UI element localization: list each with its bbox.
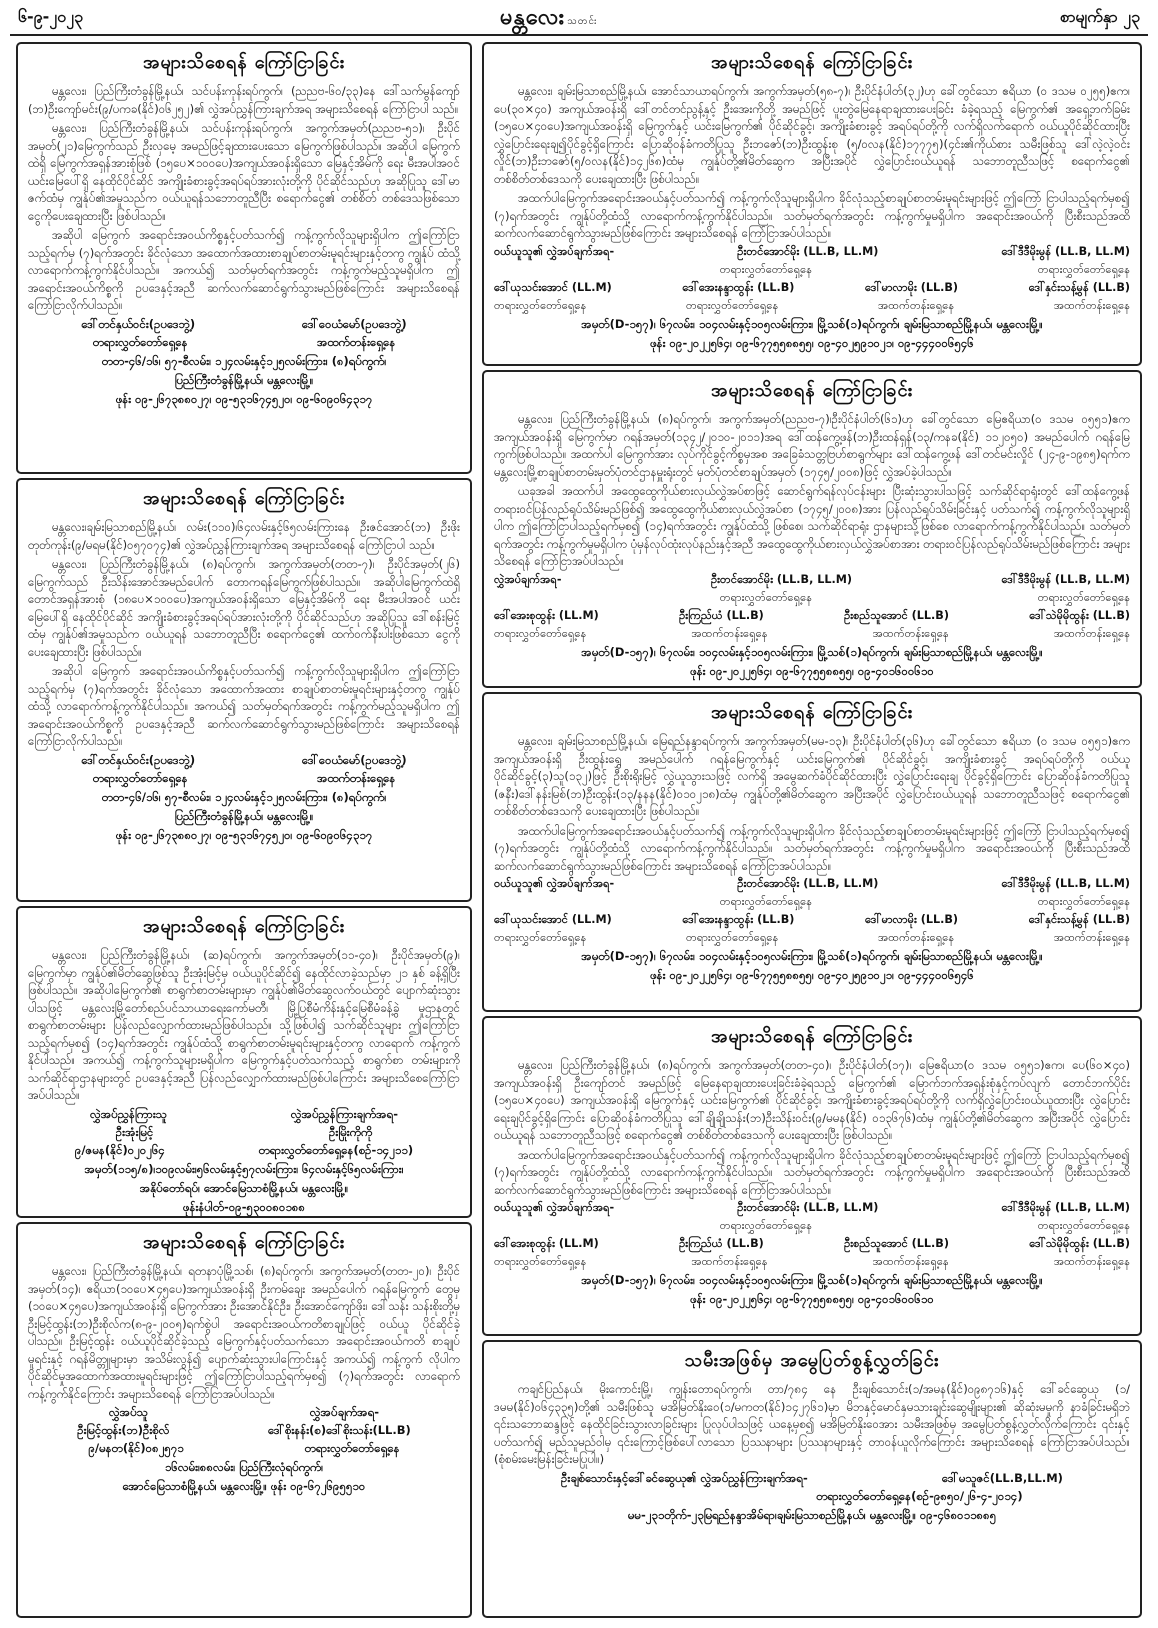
lawyer-row [494,913,1130,929]
signature-text: ဦးအုံးမြင့် [115,1124,154,1139]
notice-paragraph: မန္တလေး၊ ပြည်ကြီးတံခွန်မြို့နယ်၊ (၈)ရပ်ကွက်၊ အကွက်အမှတ်(ညညဗ-၇)၊ဦးပိုင်နံပါတ်(၆၁)ဟု ခေါ်တွင်သော မြေဧရိယာ(၀ ဒသမ ၀၅၅၁)ဧက အကျယ်အဝန်းရှိ မြေကွက်မှာ ဂရန်အမှတ်(၁၃၄၂/၂၀၁၀-၂၀၁၁)အရ ဒေါ်ထန်ကွေ့ဖန်(ဘ)ဦးထန်ရှန်(၁၃/ကနခ(နိုင်) ၁၁၂၀၅၀) အမည်ပေါက် ဂရန်မြေကွက်ဖြစ်ပါသည်။ အထက်ပါ မြေကွက်အား လုပ်ကိုင်ခွင့်ကိစ္စမှအစ အခြေခံသတ္တဗြဟ်စာရွက်များ ဒေါ်ထန်ကွေ့ဖန် ဒေါ်တင်မင်းလှိုင် (၂၄-၉-၁၉၈၅)ရက်က မန္တလေးမြို့စာချုပ်စာတမ်းမှတ်ပုံတင်ဌာနမှူးရုံးတွင် မှတ်ပုံတင်စာချုပ်အမှတ် (၁၇၄၅/၂၀၀၈)ဖြင့် လွှဲအပ်ခဲ့ပါသည်။ [494,412,1130,479]
notice-phone: ဖုန်းနံပါတ်-၀၉-၅၃၀၀၈၀၁၈၈ [182,1199,306,1214]
notice-title: အများသိစေရန် ကြော်ငြာခြင်း [142,52,346,73]
lawyer-title: အထက်တန်းရှေ့နေ [872,1255,949,1268]
lawyer-name: ဝယ်ယူသူ၏ လွှဲအပ်ချက်အရ- [494,1201,615,1214]
lawyer-title: တရားလွှတ်တော်ရှေ့နေ [494,931,587,944]
lawyer-name: ဒေါ်အေးနန္ဒာထွန်း (LL.B) [682,913,795,926]
notice-address: ပြည်ကြီးတံခွန်မြို့နယ်၊ မန္တလေးမြို့။ [174,372,314,387]
notice-paragraph: မန္တလေး၊ ပြည်ကြီးတံခွန်မြို့နယ်၊ သင်ပန်းကုန်းရပ်ကွက်၊ (ညညဗ-၆၀/၃၃)နေ ဒေါ်သက်မွန်ကျော် (ဘ)ဦးကျော်မင်း(၉/ပကခ(နိုင်)၀၆၂၅၂)၏ လွှဲအပ်ညွှန်ကြားချက်အရ အများသိစေရန် ကြော်ငြာပါ သည်။ [28,84,460,116]
notice-phone: ဖုန်း ၀၉-၂၀၂၂၅၆၄၊ ၀၉-၆၇၇၅၅၈၈၅၅၊ ၀၉-၄၀၁၆၀၀၆၁၀ [690,663,934,678]
signature-row [28,1423,460,1440]
signature-row [28,1125,460,1142]
lawyer-title: တရားလွှတ်တော်ရှေ့နေ [686,298,779,312]
signature-text: လွှဲအပ်ညွှန်ကြားသူ [89,1106,167,1121]
notice-paragraph: မန္တလေး၊ ပြည်ကြီးတံခွန်မြို့နယ်၊ (၈)ရပ်ကွက်၊ အကွက်အမှတ်(တတ-၄၀)၊ ဦးပိုင်နံပါတ်(၁၇)၊ မြေဧရိယာ(၀ ဒသမ ၀၅၅၁)ဧက၊ ပေ(၆၀×၄၀) အကျယ်အဝန်းရှိ ဦးကျော်တင် အမည်ဖြင့် မြေနေရာချထားပေးခြင်းခံခဲ့ရသည့် မြေကွက်၏ မြောက်ဘက်အရှန်းစုံနှင့်ကပ်လျက် တောင်ဘက်ပိုင်း (၁၅ပေ×၄၀ပေ) အကျယ်အဝန်းရှိ မြေကွက်နှင့် ယင်းမြေကွက်၏ ပိုင်ဆိုင်ခွင့်၊ အကျိုးခံစားခွင့်အရပ်ရပ်တို့ကို လက်ရှိလွှဲပြောင်းဝယ်ယူထားပြီး လွှဲပြောင်းရေးချပိုင်ခွင့်ရှိကြောင်း ပြောဆိုဝန်ခံကတိပြုသူ ဒေါ်ချိုချိုသန်း(ဘ)ဦးသိန်းဝင်း(၉/မမန(နိုင်) ၀၁၃၆၇၆)ထံမှ ကျွန်ုပ်တို့၏မိတ်ဆွေက အပြီးအပိုင် လွှဲပြောင်းဝယ်ယူရန် သဘောတူညီသဖြင့် စရောက်ငွေ၏ တစ်စိတ်တစ်ဒေသကို ပေးချေထားပြီး ဖြစ်ပါသည်။ [494,1058,1130,1142]
lawyer-row [494,1219,1130,1235]
lawyer-name: ဒေါ်ဒီဒီမိုးမွန် (LL.B, LL.M) [1001,1201,1130,1214]
lawyer-row [494,263,1130,279]
notice-address: အမှတ်(၁၁၅/၈)၊၁၀၉လမ်း၊၅၆လမ်းနှင့်၅၇လမ်းကြား၊ ၆၄လမ်းနှင့်၆၅လမ်းကြား၊ [84,1161,404,1176]
lawyer-title: အထက်တန်းရှေ့နေ [878,298,955,312]
lawyer-row [494,895,1130,911]
lawyer-name: ဒေါ်သဲမိုမိုထွန်း (LL.B) [1029,1237,1130,1250]
issue-date: ၆-၉-၂၀၂၃ [18,7,83,26]
signature-text: တရားလွှတ်တော်ရှေ့နေ [92,334,188,349]
lawyer-title: အထက်တန်းရှေ့နေ [872,626,949,640]
logo-subtext: သတင်း [567,16,598,27]
notice-paragraph: ယခုအခါ အထက်ပါ အထွေထွေကိုယ်စားလှယ်လွှဲအပ်စာဖြင့် ဆောင်ရွက်ရန်လုပ်ငန်းများ ပြီးဆုံးသွားပါသဖြင့် သက်ဆိုင်ရာရုံးတွင် ဒေါ်ထန်ကွေ့ဖန် တရားဝင်ပြန်လည်ရုပ်သိမ်းမည်ဖြစ်၍ အထွေထွေကိုယ်စားလှယ်လွှဲအပ်စာ (၁၇၄၅/၂၀၀၈)အား ပြန်လည်ရုပ်သိမ်းခြင်းနှင့် ပတ်သက်၍ ကန့်ကွက်လိုသူများရှိပါက ဤကြော်ငြာပါသည့်ရက်မှစ၍ (၁၄)ရက်အတွင်း ကျွန်ုပ်ထံသို့ ဖြစ်စေ၊ သက်ဆိုင်ရာရုံး ဌာနများသို့ဖြစ်စေ လာရောက်ကန့်ကွက်နိုင်ပါသည်။ သတ်မှတ်ရက်အတွင်း ကန့်ကွက်မှုမရှိပါက ပုံမှန်လုပ်ထုံးလုပ်နည်းနှင့်အညီ အထွေထွေကိုယ်စားလှယ်လွှဲအပ်စာအား တရားဝင်ပြန်လည်ရုပ်သိမ်းမည်ဖြစ်ကြောင်း အများသိစေရန် ကြော်ငြာအပ်ပါသည်။ [494,484,1130,568]
lawyer-row [494,1201,1130,1217]
lawyer-name: လွှဲအပ်ချက်အရ- [494,572,562,586]
lawyer-name: ဒေါ်ဒီဒီမိုးမွန် (LL.B, LL.M) [1001,244,1130,258]
signature-row [28,317,460,334]
notice-address: အမှတ်(D-၁၅၇)၊ ၆၇လမ်း၊ ၁၀၄လမ်းနှင့်၁၀၅လမ်းကြား၊ မြို့သစ်(၁)ရပ်ကွက်၊ ချမ်းမြသာစည်မြို့နယ်၊ မန္တလေးမြို့။ [581,949,1043,963]
lawyer-name: ဒေါ်ဒီဒီမိုးမွန် (LL.B, LL.M) [1001,572,1130,586]
newspaper-logo [500,2,598,35]
signature-row [494,1489,1130,1506]
notice-box [482,692,1142,1012]
signature-text: လွှဲအပ်ညွှန်ကြားချက်အရ- [290,1106,399,1121]
lawyer-name: ဦးတင်အောင်မိုး (LL.B, LL.M) [737,877,879,890]
notice-paragraph: မန္တလေး၊ ပြည်ကြီးတံခွန်မြို့နယ်၊ (၈)ရပ်ကွက်၊ အကွက်အမှတ်(တတ-၇)၊ ဦးပိုင်အမှတ်(၂၆) မြေကွက်သည် ဦးသိန်းအောင်အမည်ပေါက် တောကရန်မြေကွက်ဖြစ်ပါသည်။ အဆိုပါမြေကွက်ထဲရှိ တောင်အရှန်အားစုံ (၁၈ပေ×၁၀၀ပေ)အကျယ်အဝန်းရှိသော မြေနှင့်အိမ်ကို ရေး မီးအပါအဝင် ယင်းမြေပေါ်ရှိ နေထိုင်ပိုင်ဆိုင် အကျိုးခံစားခွင့်အရပ်ရပ်အားလုံးတို့ကို ပိုင်ဆိုင်သည်ဟု အဆိုပြုသူ ဒေါ်စန်းမြင့်ထံမှ ကျွန်ုပ်၏အမှုသည်က ဝယ်ယူရန် သဘောတူညီပြီး စရောက်ငွေ၏ ထက်ဝက်နီးပါးဖြစ်သော ငွေကို ပေးချေထားပြီး ဖြစ်ပါသည်။ [28,557,460,659]
signature-text: လွှဲအပ်သူ [108,1405,148,1419]
notice-title: အများသိစေရန် ကြော်ငြာခြင်း [142,488,346,509]
notice-box [482,42,1142,366]
notice-paragraph: မန္တလေး၊ချမ်းမြသာစည်မြို့နယ်၊ လမ်း(၁၁၀)၊၆၄လမ်းနှင့်၆၅လမ်းကြားနေ ဦးဇင်အောင်(ဘ) ဦးဖိုးတုတ်ကုန်း(၉/မရမ(နိုင်)၀၅၇၀၇၄)၏ လွှဲအပ်ညွှန်ကြားချက်အရ အများသိစေရန် ကြော်ငြာပါ သည်။ [28,520,460,552]
notice-paragraph: မန္တလေး၊ ချမ်းမြသာစည်မြို့နယ်၊ အောင်သာယာရပ်ကွက်၊ အကွက်အမှတ်(၅၈-၇)၊ ဦးပိုင်နံပါတ်(၃၂)ဟု ခေါ်တွင်သော ဧရိယာ (၀ ဒသမ ၀၂၅၅)ဧက၊ ပေ(၃၀×၄၀) အကျယ်အဝန်းရှိ ဒေါ်တင်တင်ညွန့်နှင့် ဦးအေးကိုတို့ အမည်ဖြင့် ပူးတွဲမြေနေရာချထားပေးခြင်း ခံခဲ့ရသည့် မြေကွက်၏ အရှေ့ဘက်ခြမ်း (၁၅ပေ×၄၀ပေ)အကျယ်အဝန်းရှိ မြေကွက်နှင့် ယင်းမြေကွက်၏ ပိုင်ဆိုင်ခွင့်၊ အကျိုးခံစားခွင့် အရပ်ရပ်တို့ကို လက်ရှိလက်ရောက် ဝယ်ယူပိုင်ဆိုင်ထားပြီး လွှဲပြောင်းရေးချ၍ပိုင်ခွင့်ရှိကြောင်း ပြောဆိုဝန်ခံကတိပြုသူ ဦးဘဇော်(ဘ)ဦးထွန်းစု (၅/ဝလန(နိုင်)၁၇၇၇၅)(၄င်း၏ကိုယ်စား သမီးဖြစ်သူ ဒေါ်လဲ့လဲ့ဝင်းလှိုင်(ဘ)ဦးဘဇော်(၅/ဝလန(နိုင်)၁၄၂၆၈)ထံမှ ကျွန်ုပ်တို့၏မိတ်ဆွေက အပြီးအပိုင် လွှဲပြောင်းဝယ်ယူရန် သဘောတူညီသဖြင့် စရောက်ငွေ၏ တစ်စိတ်တစ်ဒေသကို ပေးချေထားပြီး ဖြစ်ပါသည်။ [494,84,1130,186]
lawyer-title: တရားလွှတ်တော်ရှေ့နေ [1037,895,1130,908]
notice-paragraph: အထက်ပါမြေကွက်အရောင်းအဝယ်နှင့်ပတ်သက်၍ ကန့်ကွက်လိုသူများရှိပါက ခိုင်လုံသည့်စာချုပ်စာတမ်းမူရင်းများဖြင့် ဤကြော် ငြာပါသည့်ရက်မှစ၍ (၇)ရက်အတွင်း ကျွန်ုပ်တို့ထံသို့ လာရောက်ကန့်ကွက်နိုင်ပါသည်။ သတ်မှတ်ရက်အတွင်း ကန့်ကွက်မှုမရှိပါက အရောင်းအဝယ်ကို ပြီးစီးသည်အထိ ဆက်လက်ဆောင်ရွက်သွားမည်ဖြစ်ကြောင်း အများသိစေရန် ကြော်ငြာအပ်ပါသည်။ [494,823,1130,873]
lawyer-title: တရားလွှတ်တော်ရှေ့နေ [719,895,812,908]
signature-row [28,1441,460,1458]
lawyer-name: ဒေါ်နှင်းသန့်မွန် (LL.B) [1028,280,1130,294]
signature-row [28,1405,460,1422]
notice-box [482,1340,1142,1618]
lawyer-title: တရားလွှတ်တော်ရှေ့နေ [494,1255,587,1268]
lawyer-name: ဦးကြည်ယံ (LL.B) [679,608,764,622]
lawyer-title: တရားလွှတ်တော်ရှေ့နေ [686,931,779,944]
lawyer-title: တရားလွှတ်တော်ရှေ့နေ [494,298,587,312]
header-rule [10,34,1148,36]
lawyer-name: ဒေါ်အေးစုထွန်း (LL.M) [494,608,599,622]
lawyer-list [494,245,1130,315]
lawyer-title: အထက်တန်းရှေ့နေ [1053,1255,1130,1268]
lawyer-name: ဦးတင်အောင်မိုး (LL.B, LL.M) [737,1201,879,1214]
signature-text: ၉/ဇမန(နိုင်)၀၂၀၂၆၄ [74,1142,165,1157]
notice-title: အများသိစေရန် ကြော်ငြာခြင်း [142,916,346,937]
signature-text: တရားလွှတ်တော်ရှေ့နေ [92,770,188,785]
lawyer-list [494,573,1130,643]
signature-row [28,753,460,770]
notice-title: အများသိစေရန် ကြော်ငြာခြင်း [710,1026,914,1047]
notice-box [16,1222,472,1618]
lawyer-row [494,609,1130,625]
lawyer-name: ဦးစည်သူအောင် (LL.B) [844,608,949,622]
signature-text: ဒေါ်ဝေယံမော်(ဥပဒေဘွဲ့) [301,316,407,331]
lawyer-list [494,877,1130,947]
notice-address: အမှတ်(D-၁၅၇)၊ ၆၇လမ်း၊ ၁၀၄လမ်းနှင့်၁၀၅လမ်းကြား၊ မြို့သစ်(၁)ရပ်ကွက်၊ ချမ်းမြသာစည်မြို့နယ်၊ မန္တလေးမြို့။ [581,644,1043,659]
lawyer-title: အထက်တန်းရှေ့နေ [1053,298,1130,312]
signature-text: ဦးမြိုးကိုကို [328,1124,373,1139]
lawyer-title: အထက်တန်းရှေ့နေ [691,1255,768,1268]
lawyer-title: တရားလွှတ်တော်ရှေ့နေ [494,626,587,640]
logo-text: မန္တလေး [500,5,566,30]
notice-paragraph: မန္တလေး၊ ပြည်ကြီးတံခွန်မြို့နယ်၊ သင်ပန်းကုန်းရပ်ကွက်၊ အကွက်အမှတ်(ညညဗ-၅၁)၊ ဦးပိုင် အမှတ်(၂၁)မြေကွက်သည် ဦးလှမေ့ အမည်ဖြင့်ချထားပေးသော မြေကွက်ဖြစ်ပါသည်။ အဆိုပါ မြေကွက်ထဲရှိ မြေကွက်အရှန်အားစုံဖြစ် (၁၅ပေ×၁၀၀ပေ)အကျယ်အဝန်းရှိသော မြေနှင့်အိမ်ကို ရေး မီးအပါအဝင် ယင်းမြေပေါ်ရှိ နေထိုင်ပိုင်ဆိုင် အကျိုးခံစားခွင့်အရပ်ရပ်အားလုံးတို့ကို ပိုင်ဆိုင်သည်ဟု အဆိုပြုသူ ဒေါ်မာဇက်ထံမှ ကျွန်ုပ်၏အမှုသည်က ဝယ်ယူရန်သဘောတူညီပြီး စရောက်ငွေ၏ တစ်စိတ် တစ်ဒေသဖြစ်သော ငွေကိုပေးချေထားပြီး ဖြစ်ပါသည်။ [28,121,460,223]
signature-text: ဦးချစ်သောင်းနှင့်ဒေါ်ခင်ဆွေယု၏ လွှဲအပ်ညွှန်ကြားချက်အရ- [561,1470,808,1485]
lawyer-title: တရားလွှတ်တော်ရှေ့နေ [719,590,812,604]
page-number: စာမျက်နှာ ၂၃ [1059,7,1140,26]
lawyer-name: ဦးတင်အောင်မိုး (LL.B, LL.M) [710,572,852,586]
lawyer-row [494,299,1130,315]
lawyer-row [494,245,1130,261]
signature-text: လွှဲအပ်ချက်အရ- [309,1405,380,1419]
notice-address: အမှတ်(D-၁၅၇)၊ ၆၇လမ်း၊ ၁၀၄လမ်းနှင့်၁၀၅လမ်းကြား၊ မြို့သစ်(၁)ရပ်ကွက်၊ ချမ်းမြသာစည်မြို့နယ်၊ မန္တလေးမြို့။ [581,316,1043,331]
notice-address: တတ-၄၆/၁၆၊ ၅၇-စီလမ်း၊ ၁၂၄လမ်းနှင့်၁၂၅လမ်းကြား၊ (၈)ရပ်ကွက်၊ [101,353,387,368]
notice-phone: ဖုန်း ၀၉-၂၆၇၃၈၈၀၂၇၊ ၀၉-၅၃၁၆၇၄၅၂၀၊ ၀၉-၆၀၉၀၆၄၃၁၇ [115,391,373,406]
lawyer-name: ဦးတင်အောင်မိုး (LL.B, LL.M) [737,244,879,258]
lawyer-title: တရားလွှတ်တော်ရှေ့နေ [1037,262,1130,276]
notice-paragraph: မန္တလေး၊ ပြည်ကြီးတံခွန်မြို့နယ်၊ ရတနာပုံမြို့သစ်၊ (၈)ရပ်ကွက်၊ အကွက်အမှတ်(တတ-၂၀)၊ ဦးပိုင်အမှတ်(၁၄)၊ ဧရိယာ(၁၀ပေ×၄၅ပေ)အကျယ်အဝန်းရှိ ဦးကမ်ချေး အမည်ပေါက် ဂရန်မြေကွက် တွေမှ (၁၀ပေ×၄၅ပေ)အကျယ်အဝန်းရှိ မြေကွက်အား ဦးအောင်နိုင်ဦး၊ ဦးအောင်ကျော်ဖိုး၊ ဒေါ်သန်း သန်းစိုးတို့မှ ဦးမြင့်ထွန်း(ဘ)ဦးစိုလ်က(၈-၉-၂၀၀၅)ရက်စွဲပါ အရောင်းအဝယ်ကတိစာချုပ်ဖြင့် ဝယ်ယူ ပိုင်ဆိုင်ခဲ့ပါသည်။ ဦးမြင့်ထွန်း ဝယ်ယူပိုင်ဆိုင်ခဲ့သည့် မြေကွက်နှင့်ပတ်သက်သော အရောင်းအဝယ်ကတိ စာချုပ်မူရင်းနှင့် ဂရန်မိတ္တူများမှာ အသိမ်းလွန်၍ ပျောက်ဆုံးသွားပါကြောင်းနှင့် အကယ်၍ ကန့်ကွက် လိုပါက ပိုင်ဆိုင်မှုအထောက်အထားမူရင်းများဖြင့် ဤကြော်ငြာပါသည့်ရက်မှစ၍ (၇)ရက်အတွင်း လာရောက်ကန့်ကွက်နိုင်ကြောင်း အများသိစေရန် ကြော်ငြာအပ်ပါသည်။ [28,1264,460,1401]
notice-paragraph: အထက်ပါမြေကွက်အရောင်းအဝယ်နှင့်ပတ်သက်၍ ကန့်ကွက်လိုသူများရှိပါက ခိုင်လုံသည့်စာချုပ်စာတမ်းမူရင်းများဖြင့် ဤကြော် ငြာပါသည့်ရက်မှစ၍ (၇)ရက်အတွင်း ကျွန်ုပ်တို့ထံသို့ လာရောက်ကန့်ကွက်နိုင်ပါသည်။ သတ်မှတ်ရက်အတွင်း ကန့်ကွက်မှုမရှိပါက အရောင်းအဝယ်ကို ပြီးစီးသည်အထိ ဆက်လက်ဆောင်ရွက်သွားမည်ဖြစ်ကြောင်း အများသိစေရန် ကြော်ငြာအပ်ပါသည်။ [494,1147,1130,1197]
signature-row [494,1471,1130,1488]
notice-box [16,478,472,902]
notice-title: အများသိစေရန် ကြော်ငြာခြင်း [710,380,914,401]
signature-row [28,335,460,352]
lawyer-row [494,627,1130,643]
lawyer-name: ဒေါ်အေးစုထွန်း (LL.M) [494,1237,599,1250]
notice-box [482,370,1142,688]
notice-paragraph: အထက်ပါမြေကွက်အရောင်းအဝယ်နှင့်ပတ်သက်၍ ကန့်ကွက်လိုသူများရှိပါက ခိုင်လုံသည့်စာချုပ်စာတမ်းမူရင်းများဖြင့် ဤကြော် ငြာပါသည့်ရက်မှစ၍ (၇)ရက်အတွင်း ကျွန်ုပ်တို့ထံသို့ လာရောက်ကန့်ကွက်နိုင်ပါသည်။ သတ်မှတ်ရက်အတွင်း ကန့်ကွက်မှုမရှိပါက အရောင်းအဝယ်ကို ပြီးစီးသည်အထိ ဆက်လက်ဆောင်ရွက်သွားမည်ဖြစ်ကြောင်း အများသိစေရန် ကြော်ငြာအပ်ပါသည်။ [494,191,1130,240]
lawyer-name: ဝယ်ယူသူ၏ လွှဲအပ်ချက်အရ- [494,877,615,890]
notice-box [482,1016,1142,1336]
signature-text: တရားလွှတ်တော်ရှေ့နေ [304,1441,400,1455]
lawyer-list [494,1201,1130,1271]
lawyer-name: ဒေါ်ယုသင်းအောင် (LL.M) [494,913,612,926]
notice-box [16,906,472,1218]
signature-row [28,771,460,788]
notice-title: အများသိစေရန် ကြော်ငြာခြင်း [710,52,914,73]
lawyer-title: တရားလွှတ်တော်ရှေ့နေ [719,1219,812,1232]
signature-text: တရားလွှတ်တော်ရှေ့နေ(စဉ်-၁၄၂၁၁) [258,1142,414,1157]
lawyer-title: အထက်တန်းရှေ့နေ [1053,626,1130,640]
lawyer-name: ဒေါ်သဲမိုမိုထွန်း (LL.B) [1029,608,1130,622]
lawyer-title: အထက်တန်းရှေ့နေ [691,626,768,640]
notice-address: ပြည်ကြီးတံခွန်မြို့နယ်၊ မန္တလေးမြို့။ [174,808,314,823]
lawyer-name: ဦးစည်သူအောင် (LL.B) [844,1237,949,1250]
signature-row [28,1143,460,1160]
notice-paragraph: အဆိုပါ မြေကွက် အရောင်းအဝယ်ကိစ္စနှင့်ပတ်သက်၍ ကန့်ကွက်လိုသူများရှိပါက ဤကြော်ငြာ သည့်ရက်မှ (၇)ရက်အတွင်း ခိုင်လုံသော အထောက်အထားစာချုပ်စာတမ်းမူရင်းများနှင့်တကွ ကျွန်ုပ် ထံသို့ လာရောက်ကန့်ကွက်နိုင်ပါသည်။ အကယ်၍ သတ်မှတ်ရက်အတွင်း ကန့်ကွက်မည့်သူမရှိပါက ဤအရောင်းအဝယ်ကိစ္စကို ဥပဒေနှင့်အညီ ဆက်လက်ဆောင်ရွက်သွားမည်ဖြစ်ကြောင်း အများသိစေရန် ကြော်ငြာလိုက်ပါသည်။ [28,228,460,312]
lawyer-name: ဝယ်ယူသူ၏ လွှဲအပ်ချက်အရ- [494,244,615,258]
notice-title: အများသိစေရန် ကြော်ငြာခြင်း [710,702,914,723]
lawyer-row [494,573,1130,589]
notice-phone: ဖုန်း ၀၉-၂၀၂၂၅၆၄၊ ၀၉-၆၇၇၅၅၈၈၅၅၊ ၀၉-၄၀၂၅၉၁၀၂၁၊ ၀၉-၄၄၄၀၀၆၅၄၆ [650,335,974,350]
lawyer-name: ဦးကြည်ယံ (LL.B) [679,1237,764,1250]
notice-address: အမှတ်(D-၁၅၇)၊ ၆၇လမ်း၊ ၁၀၄လမ်းနှင့်၁၀၅လမ်းကြား၊ မြို့သစ်(၁)ရပ်ကွက်၊ ချမ်းမြသာစည်မြို့နယ်၊ မန္တလေးမြို့။ [581,1273,1043,1287]
notice-paragraph: မန္တလေး၊ ပြည်ကြီးတံခွန်မြို့နယ်၊ (ဆ)ရပ်ကွက်၊ အကွက်အမှတ်(၁၁-၄၀)၊ ဦးပိုင်အမှတ်(၉)၊ မြေကွက်မှာ ကျွန်ုပ်၏မိတ်ဆွေဖြစ်သူ ဦးအုံးမြင့်မှ ဝယ်ယူပိုင်ဆိုင်၍ နေထိုင်လာခဲ့သည်မှာ ၂၁ နှစ် ခန့်ရှိပြီး ဖြစ်ပါသည်။ အဆိုပါမြေကွက်၏ စာရွက်စာတမ်းများမှာ ကျွန်ုပ်၏မိတ်ဆွေလက်ဝယ်တွင် ပျောက်ဆုံးသွားပါသဖြင့် မန္တလေးမြို့တော်စည်ပင်သာယာရေးကော်မတီ၊ မြို့ပြစီမံကိန်းနှင့်မြေစီမံခန့်ခွဲ မှုဌာနတွင် စာရွက်စာတမ်းများ ပြန်လည်လျှောက်ထားမည်ဖြစ်ပါသည်။ သို့ဖြစ်ပါ၍ သက်ဆိုင်သူများ ဤကြော်ငြာသည့်ရက်မှစ၍ (၁၄)ရက်အတွင်း ကျွန်ုပ်ထံသို့ စာရွက်စာတမ်းမူရင်းများနှင့်တကွ လာရောက် ကန့်ကွက်နိုင်ပါသည်။ အကယ်၍ ကန့်ကွက်သူများမရှိပါက မြေကွက်နှင့်ပတ်သက်သည့် စာရွက်စာ တမ်းများကို သက်ဆိုင်ရာဌာနများတွင် ဥပဒေနှင့်အညီ ပြန်လည်လျှောက်ထားမည်ဖြစ်ပါကြောင်း အများသိစေကြော်ငြာအပ်ပါသည်။ [28,948,460,1102]
lawyer-title: တရားလွှတ်တော်ရှေ့နေ [719,262,812,276]
lawyer-row [494,281,1130,297]
lawyer-title: တရားလွှတ်တော်ရှေ့နေ [1037,590,1130,604]
signature-text: ဦးမြင့်ထွန်း(ဘ)ဦးစိုလ် [77,1423,170,1437]
lawyer-title: အထက်တန်းရှေ့နေ [878,931,955,944]
signature-row [28,1107,460,1124]
notice-paragraph: အဆိုပါ မြေကွက် အရောင်းအဝယ်ကိစ္စနှင့်ပတ်သက်၍ ကန့်ကွက်လိုသူများရှိပါက ဤကြော်ငြာ သည့်ရက်မှ (၇)ရက်အတွင်း ခိုင်လုံသော အထောက်အထား စာချုပ်စာတမ်းမူရင်းများနှင့်တကွ ကျွန်ုပ် ထံသို့ လာရောက်ကန့်ကွက်နိုင်ပါသည်။ အကယ်၍ သတ်မှတ်ရက်အတွင်း ကန့်ကွက်မည့်သူမရှိပါက ဤအရောင်းအဝယ်ကိစ္စကို ဥပဒေနှင့်အညီ ဆက်လက်ဆောင်ရွက်သွားမည်ဖြစ်ကြောင်း အများသိစေရန် ကြော်ငြာလိုက်ပါသည်။ [28,664,460,748]
lawyer-title: အထက်တန်းရှေ့နေ [1053,931,1130,944]
notice-phone: ဖုန်း ၀၉-၂၀၂၂၅၆၄၊ ၀၉-၆၇၇၅၅၈၈၅၅၊ ၀၉-၄၀၂၅၉၁၀၂၁၊ ၀၉-၄၄၄၀၀၆၅၄၆ [650,968,974,982]
lawyer-name: ဒေါ်နှင်းသန့်မွန် (LL.B) [1028,913,1130,926]
lawyer-name: ဒေါ်ယုသင်းအောင် (LL.M) [494,280,612,294]
page-header [0,0,1158,38]
notice-paragraph: ကချင်ပြည်နယ်၊ မိုးကောင်းမြို့၊ ကျွန်းတောရပ်ကွက်၊ တာ/၇၈၄ နေ ဦးချစ်သောင်း(၁/အမန(နိုင်)၀၉၈၇၁၆)နှင့် ဒေါ်ခင်ဆွေယု (၁/ဒမမ(နိုင်)၀၆၄၃၃၅)တို့၏ သမီးဖြစ်သူ မအိမြတ်နိုးဝေ(၁/မကတ(နိုင်)၁၄၂၇၆၁)မှာ မိဘနှင့်မောင်နှမသားချင်းဆွေမျိုးများ၏ ဆိုဆုံးမမှုကို နာခံခြင်းမရှိဘဲ ၎င်းသဘောဆန္ဒဖြင့် နေထိုင်ခြင်းသွားလာခြင်းများ ပြုလုပ်ပါသဖြင့် ယနေ့မှစ၍ မအိမြတ်နိုးဝေအား သမီးအဖြစ်မှ အမွေပြတ်စွန့်လွှတ်လိုက်ကြောင်း ၎င်းနှင့်ပတ်သက်၍ မည်သူမည်ဝါမှ ၎င်းကြောင့်ဖြစ်ပေါ်လာသော ပြဿနာများ ပြဿနာများနှင့် တာဝန်ယူလိုက်ကြောင်း အများသိစေရန် ကြော်ငြာအပ်ပါသည်။ (စုံစမ်းမေးမြန်းခြင်းမပြုပါ။) [494,1382,1130,1466]
signature-text: အထက်တန်းရှေ့နေ [317,770,396,785]
notice-paragraph: မန္တလေး၊ ချမ်းမြသာစည်မြို့နယ်၊ မြေရည်နန္ဒာရပ်ကွက်၊ အကွက်အမှတ်(မမ-၁၃)၊ ဦးပိုင်နံပါတ်(၃၆)ဟု ခေါ်တွင်သော ဧရိယာ (၀ ဒသမ ၀၅၅၁)ဧက အကျယ်အဝန်းရှိ ဦးထွန်းရွှေ အမည်ပေါက် ဂရန်မြေကွက်နှင့် ယင်းမြေကွက်၏ ပိုင်ဆိုင်ခွင့်၊ အကျိုးခံစားခွင့် အရပ်ရပ်တို့ကို ဝယ်ယူပိုင်ဆိုင်ခွင့်(၃)သူ(၁၃၂)ဖြင့် ဦးစိုးရိုးမြင့် လွှဲယူသွားသဖြင့် လက်ရှိ အမွေဆက်ခံပိုင်ဆိုင်ထားပြီး လွှဲပြောင်းရေးချ ပိုင်ခွင့်ရှိကြောင်း ပြောဆိုဝန်ခံကတိပြုသူ (ဇနီး)ဒေါ်နန်းမြစ်(ဘ)ဦးထွန်း(၁၃/နနန(နိုင်)၀၁၀၂၁၈)ထံမှ ကျွန်ုပ်တို့၏မိတ်ဆွေက အပြီးအပိုင် လွှဲပြောင်းဝယ်ယူရန် သဘောတူညီသဖြင့် စရောက်ငွေ၏ တစ်စိတ်တစ်ဒေသကို ပေးချေထားပြီး ဖြစ်ပါသည်။ [494,734,1130,818]
lawyer-name: ဒေါ်ဒီဒီမိုးမွန် (LL.B, LL.M) [1001,877,1130,890]
signature-text: ဒေါ်တင်နှယ်ဝင်း(ဥပဒေဘွဲ့) [81,316,196,331]
signature-text: ဒေါ်ဝေယံမော်(ဥပဒေဘွဲ့) [301,752,407,767]
signature-text: ဒေါ်တင်နှယ်ဝင်း(ဥပဒေဘွဲ့) [81,752,196,767]
lawyer-row [494,1255,1130,1271]
lawyer-name: ဒေါ်မာလာမိုး (LL.B) [865,913,959,926]
signature-text: ၉/မနတ(နိုင်)၀၈၂၅၇၁ [88,1441,184,1455]
lawyer-name: ဒေါ်မာလာမိုး (LL.B) [865,280,959,294]
signature-text: ဒေါ်စိုးနန်း(စ)ဒေါ်စိုးသန်း(LL.B) [267,1423,411,1437]
notice-address: အနိုပ်တော်ရပ်၊ အောင်မြေသာစံမြို့နယ်၊ မန္တလေးမြို့။ [139,1180,349,1195]
notice-title: သမီးအဖြစ်မှ အမွေပြတ်စွန့်လွှတ်ခြင်း [684,1350,940,1371]
notice-phone: ဖုန်း ၀၉-၂၀၂၂၅၆၄၊ ၀၉-၆၇၇၅၅၈၈၅၅၊ ၀၉-၄၀၁၆၀၀၆၁၀ [690,1292,934,1306]
lawyer-row [494,877,1130,893]
notice-address: ၁၆လမ်း၊၈၈လမ်း၊ ပြည်ကြီးလုံရပ်ကွက်၊ [164,1460,324,1474]
signature-text: အထက်တန်းရှေ့နေ [317,334,396,349]
notice-address: အောင်မြေသာစံမြို့နယ်၊ မန္တလေးမြို့။ ဖုန်း ၀၉-၆၇၂၆၉၅၅၁၀ [122,1479,366,1493]
lawyer-title: တရားလွှတ်တော်ရှေ့နေ [1037,1219,1130,1232]
lawyer-row [494,931,1130,947]
notice-title: အများသိစေရန် ကြော်ငြာခြင်း [142,1232,346,1253]
lawyer-row [494,1237,1130,1253]
notice-address: မမ-၂၃၁တိုက်-၂၃မြရည်နန္ဒာအိမ်ရာ၊ချမ်းမြသာစည်မြို့နယ်၊ မန္တလေးမြို့။ ၀၉-၄၆၈၀၁၁၈၈၅ [627,1507,997,1522]
signature-text: တရားလွှတ်တော်ရှေ့နေ(စဉ်-၉၈၅၀/၂၆-၄-၂၀၁၄) [816,1488,1023,1503]
notice-phone: ဖုန်း ၀၉-၂၆၇၃၈၈၀၂၇၊ ၀၉-၅၃၁၆၇၄၅၂၀၊ ၀၉-၆၀၉၀၆၄၃၁၇ [115,827,373,842]
lawyer-row [494,591,1130,607]
lawyer-name: ဒေါ်အေးနန္ဒာထွန်း (LL.B) [682,280,795,294]
notice-box [16,42,472,474]
notice-address: တတ-၄၆/၁၆၊ ၅၇-စီလမ်း၊ ၁၂၄လမ်းနှင့်၁၂၅လမ်းကြား၊ (၈)ရပ်ကွက်၊ [101,789,387,804]
signature-text: ဒေါ်မသူဇင်(LL.B,LL.M) [941,1470,1063,1485]
